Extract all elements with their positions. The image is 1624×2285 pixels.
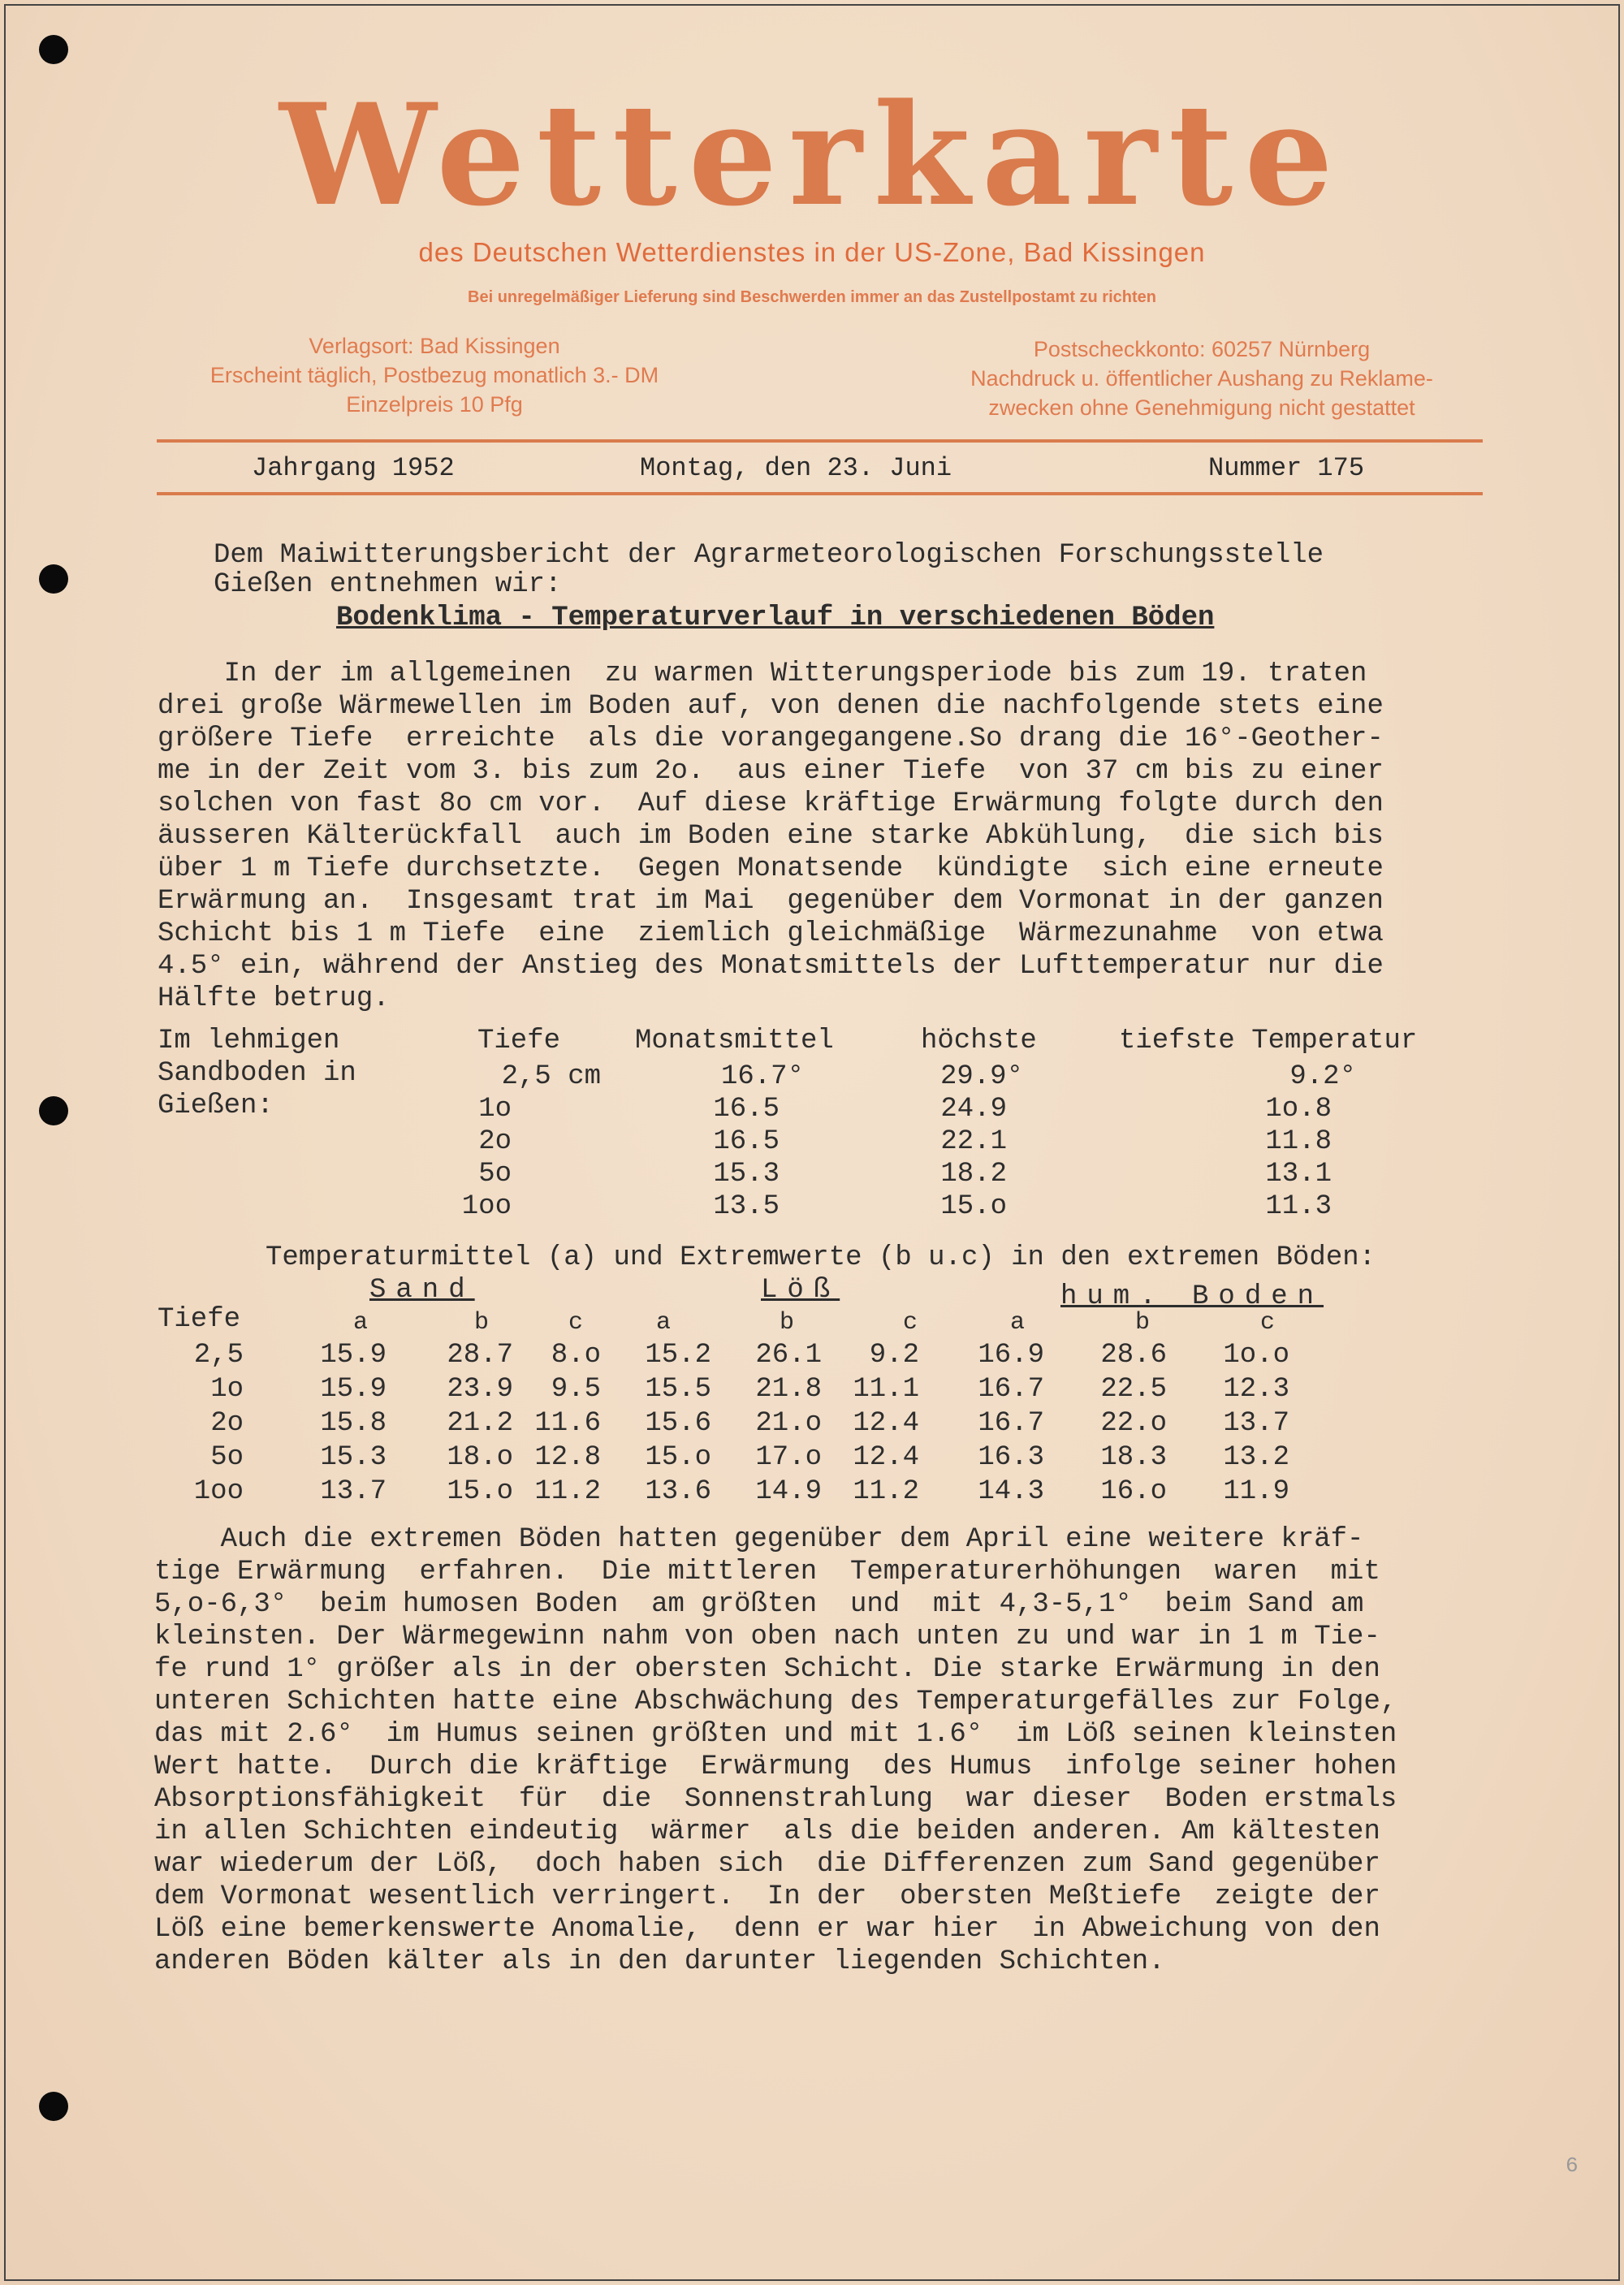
table-cell: 14.9 xyxy=(755,1476,822,1507)
text-line: Wert hatte. Durch die kräftige Erwärmung des Humus infolge seiner hohen xyxy=(154,1752,1397,1782)
table-cell: 13.1 xyxy=(1265,1159,1332,1190)
table-cell: 12.3 xyxy=(1223,1374,1289,1405)
depth-cell: 1oo xyxy=(193,1476,244,1507)
table-cell: 15.o xyxy=(940,1191,1007,1222)
table-cell: 9.5 xyxy=(551,1374,601,1405)
table-cell: 16.5 xyxy=(713,1094,780,1125)
publisher-line: Verlagsort: Bad Kissingen xyxy=(309,334,560,358)
table-cell: 12.8 xyxy=(534,1442,601,1473)
table-label: Sandboden in xyxy=(158,1058,356,1089)
table-cell: 15.6 xyxy=(645,1408,711,1439)
text-line: äusseren Kälterückfall auch im Boden eine starke Abkühlung, die sich bis xyxy=(158,821,1384,852)
masthead-subtitle: des Deutschen Wetterdienstes in der US-Zone, Bad Kissingen xyxy=(418,237,1206,267)
table-cell: 26.1 xyxy=(755,1340,822,1371)
table-cell: 12.4 xyxy=(853,1442,919,1473)
table-cell: 13.7 xyxy=(1223,1408,1289,1439)
issue-year: Jahrgang 1952 xyxy=(252,453,455,483)
table-cell: 15.3 xyxy=(713,1159,780,1190)
text-line: fe rund 1° größer als in der obersten Schicht. Die starke Erwärmung in den xyxy=(154,1654,1380,1685)
column-header: Tiefe xyxy=(477,1026,561,1056)
publisher-line: Erscheint täglich, Postbezug monatlich 3.- DM xyxy=(209,363,659,387)
table-cell: 13.2 xyxy=(1223,1442,1289,1473)
subheader: c xyxy=(903,1309,918,1337)
page-mark: 6 xyxy=(1566,2153,1579,2178)
publisher-line: Einzelpreis 10 Pfg xyxy=(346,392,523,417)
table-cell: 16.9 xyxy=(978,1340,1044,1371)
column-header: Monatsmittel xyxy=(635,1026,834,1056)
table-cell: 11.6 xyxy=(534,1408,601,1439)
depth-cell: 2,5 xyxy=(193,1340,244,1371)
depth-cell: 1o xyxy=(210,1374,244,1405)
table-cell: 15.8 xyxy=(320,1408,387,1439)
subheader: a xyxy=(656,1309,672,1337)
punch-hole xyxy=(39,2092,68,2121)
text-line: 5,o-6,3° beim humosen Boden am größten und mit 4,3-5,1° beim Sand am xyxy=(154,1589,1364,1620)
table-cell: 13.5 xyxy=(713,1191,780,1222)
table-cell: 16.3 xyxy=(978,1442,1044,1473)
table-cell: 11.2 xyxy=(853,1476,919,1507)
account-line: Nachdruck u. öffentlicher Aushang zu Reklame- xyxy=(970,366,1433,391)
intro-line: Gießen entnehmen wir: xyxy=(214,569,562,600)
delivery-notice: Bei unregelmäßiger Lieferung sind Beschwerden immer an das Zustellpostamt zu richten xyxy=(468,288,1156,306)
table-cell: 16.7 xyxy=(978,1374,1044,1405)
table-cell: 15.2 xyxy=(645,1340,711,1371)
text-line: über 1 m Tiefe durchsetzte. Gegen Monatsende kündigte sich eine erneute xyxy=(158,853,1384,884)
punch-hole xyxy=(39,35,68,64)
punch-hole xyxy=(39,1096,68,1125)
table-cell: 15.5 xyxy=(645,1374,711,1405)
text-line: Hälfte betrug. xyxy=(158,983,390,1014)
text-line: Auch die extremen Böden hatten gegenüber dem April eine weitere kräf- xyxy=(154,1524,1364,1555)
table-cell: 18.3 xyxy=(1100,1442,1167,1473)
table-cell: 18.o xyxy=(447,1442,513,1473)
table-cell: 21.o xyxy=(755,1408,822,1439)
header-rule-bottom xyxy=(157,492,1483,495)
table-cell: 9.2° xyxy=(1289,1061,1356,1092)
table-cell: 22.5 xyxy=(1100,1374,1167,1405)
account-line: zwecken ohne Genehmigung nicht gestattet xyxy=(988,395,1415,420)
text-line: 4.5° ein, während der Anstieg des Monatsmittels der Lufttemperatur nur die xyxy=(158,951,1384,982)
depth-cell: 5o xyxy=(210,1442,244,1473)
table-cell: 11.8 xyxy=(1265,1126,1332,1157)
text-line: Absorptionsfähigkeit für die Sonnenstrahlung war dieser Boden erstmals xyxy=(154,1784,1397,1815)
table-cell: 24.9 xyxy=(940,1094,1007,1125)
text-line: solchen von fast 8o cm vor. Auf diese kräftige Erwärmung folgte durch den xyxy=(158,788,1384,819)
table-cell: 17.o xyxy=(755,1442,822,1473)
issue-number: Nummer 175 xyxy=(1208,453,1365,483)
text-line: tige Erwärmung erfahren. Die mittleren Temperaturerhöhungen waren mit xyxy=(154,1557,1380,1587)
table-cell: 1oo xyxy=(461,1191,512,1222)
table-cell: 1o.8 xyxy=(1265,1094,1332,1125)
table-cell: 28.6 xyxy=(1100,1340,1167,1371)
punch-hole xyxy=(39,564,68,594)
table-title: Temperaturmittel (a) und Extremwerte (b u.c) in den extremen Böden: xyxy=(266,1242,1376,1273)
table-cell: 23.9 xyxy=(447,1374,513,1405)
subheader: a xyxy=(1010,1309,1026,1337)
masthead-title: Wetterkarte xyxy=(279,72,1345,237)
intro-line: Dem Maiwitterungsbericht der Agrarmeteorologischen Forschungsstelle xyxy=(214,540,1324,571)
table-cell: 11.9 xyxy=(1223,1476,1289,1507)
table-cell: 29.9° xyxy=(939,1061,1023,1092)
column-header: tiefste Temperatur xyxy=(1119,1026,1418,1056)
header-rule-top xyxy=(157,439,1483,443)
table-cell: 15.9 xyxy=(320,1340,387,1371)
table-cell: 1o.o xyxy=(1223,1340,1289,1371)
text-line: war wiederum der Löß, doch haben sich die Differenzen zum Sand gegenüber xyxy=(154,1849,1380,1880)
text-line: unteren Schichten hatte eine Abschwächung des Temperaturgefälles zur Folge, xyxy=(154,1687,1397,1717)
group-header-loess: Löß xyxy=(761,1275,840,1306)
publisher-info xyxy=(166,331,702,419)
table-cell: 11.1 xyxy=(853,1374,919,1405)
subheader: c xyxy=(1260,1309,1276,1337)
table-cell: 15.o xyxy=(447,1476,513,1507)
table-cell: 22.o xyxy=(1100,1408,1167,1439)
subheader: b xyxy=(1135,1309,1151,1337)
subheader: b xyxy=(780,1309,795,1337)
table-cell: 1o xyxy=(478,1094,512,1125)
table-cell: 16.o xyxy=(1100,1476,1167,1507)
table-cell: 15.o xyxy=(645,1442,711,1473)
column-header: höchste xyxy=(921,1026,1037,1056)
table-cell: 18.2 xyxy=(940,1159,1007,1190)
group-header-humus: hum. Boden xyxy=(1060,1281,1324,1312)
table-cell: 11.2 xyxy=(534,1476,601,1507)
table-cell: 14.3 xyxy=(978,1476,1044,1507)
table-cell: 9.2 xyxy=(869,1340,919,1371)
text-line: drei große Wärmewellen im Boden auf, von denen die nachfolgende stets eine xyxy=(158,691,1384,722)
table-cell: 16.7 xyxy=(978,1408,1044,1439)
subheader: c xyxy=(568,1309,584,1337)
table-cell: 8.o xyxy=(551,1340,601,1371)
text-line: anderen Böden kälter als in den darunter liegenden Schichten. xyxy=(154,1946,1165,1977)
table-cell: 16.5 xyxy=(713,1126,780,1157)
text-line: me in der Zeit vom 3. bis zum 2o. aus einer Tiefe von 37 cm bis zu einer xyxy=(158,756,1384,787)
table-cell: 12.4 xyxy=(853,1408,919,1439)
table-cell: 21.8 xyxy=(755,1374,822,1405)
subheader: b xyxy=(474,1309,490,1337)
text-line: Löß eine bemerkenswerte Anomalie, denn er war hier in Abweichung von den xyxy=(154,1914,1380,1945)
text-line: Schicht bis 1 m Tiefe eine ziemlich gleichmäßige Wärmezunahme von etwa xyxy=(158,918,1384,949)
depth-cell: 2o xyxy=(210,1408,244,1439)
table-cell: 13.6 xyxy=(645,1476,711,1507)
table-cell: 2o xyxy=(478,1126,512,1157)
table-label: Gießen: xyxy=(158,1091,274,1121)
text-line: in allen Schichten eindeutig wärmer als die beiden anderen. Am kältesten xyxy=(154,1816,1380,1847)
table-cell: 21.2 xyxy=(447,1408,513,1439)
subheader: a xyxy=(353,1309,369,1337)
table-cell: 15.3 xyxy=(320,1442,387,1473)
account-line: Postscheckkonto: 60257 Nürnberg xyxy=(1033,337,1371,361)
text-line: In der im allgemeinen zu warmen Witterungsperiode bis zum 19. traten xyxy=(158,659,1367,689)
text-line: Erwärmung an. Insgesamt trat im Mai gegenüber dem Vormonat in der ganzen xyxy=(158,886,1384,917)
issue-date: Montag, den 23. Juni xyxy=(640,453,952,483)
group-header-sand: Sand xyxy=(369,1275,475,1306)
article-title: Bodenklima - Temperaturverlauf in verschiedenen Böden xyxy=(336,603,1215,633)
table-cell: 2,5 cm xyxy=(501,1061,601,1092)
account-info xyxy=(934,335,1470,422)
table-cell: 16.7° xyxy=(720,1061,804,1092)
table-cell: 22.1 xyxy=(940,1126,1007,1157)
table-cell: 5o xyxy=(478,1159,512,1190)
text-line: größere Tiefe erreichte als die vorangegangene.So drang die 16°-Geother- xyxy=(158,724,1384,754)
table-label: Im lehmigen xyxy=(158,1026,340,1056)
table-cell: 28.7 xyxy=(447,1340,513,1371)
depth-header: Tiefe xyxy=(158,1304,241,1335)
text-line: kleinsten. Der Wärmegewinn nahm von oben nach unten zu und war in 1 m Tie- xyxy=(154,1622,1380,1652)
table-cell: 15.9 xyxy=(320,1374,387,1405)
table-cell: 13.7 xyxy=(320,1476,387,1507)
table-cell: 11.3 xyxy=(1265,1191,1332,1222)
text-line: das mit 2.6° im Humus seinen größten und mit 1.6° im Löß seinen kleinsten xyxy=(154,1719,1397,1750)
text-line: dem Vormonat wesentlich verringert. In der obersten Meßtiefe zeigte der xyxy=(154,1881,1380,1912)
